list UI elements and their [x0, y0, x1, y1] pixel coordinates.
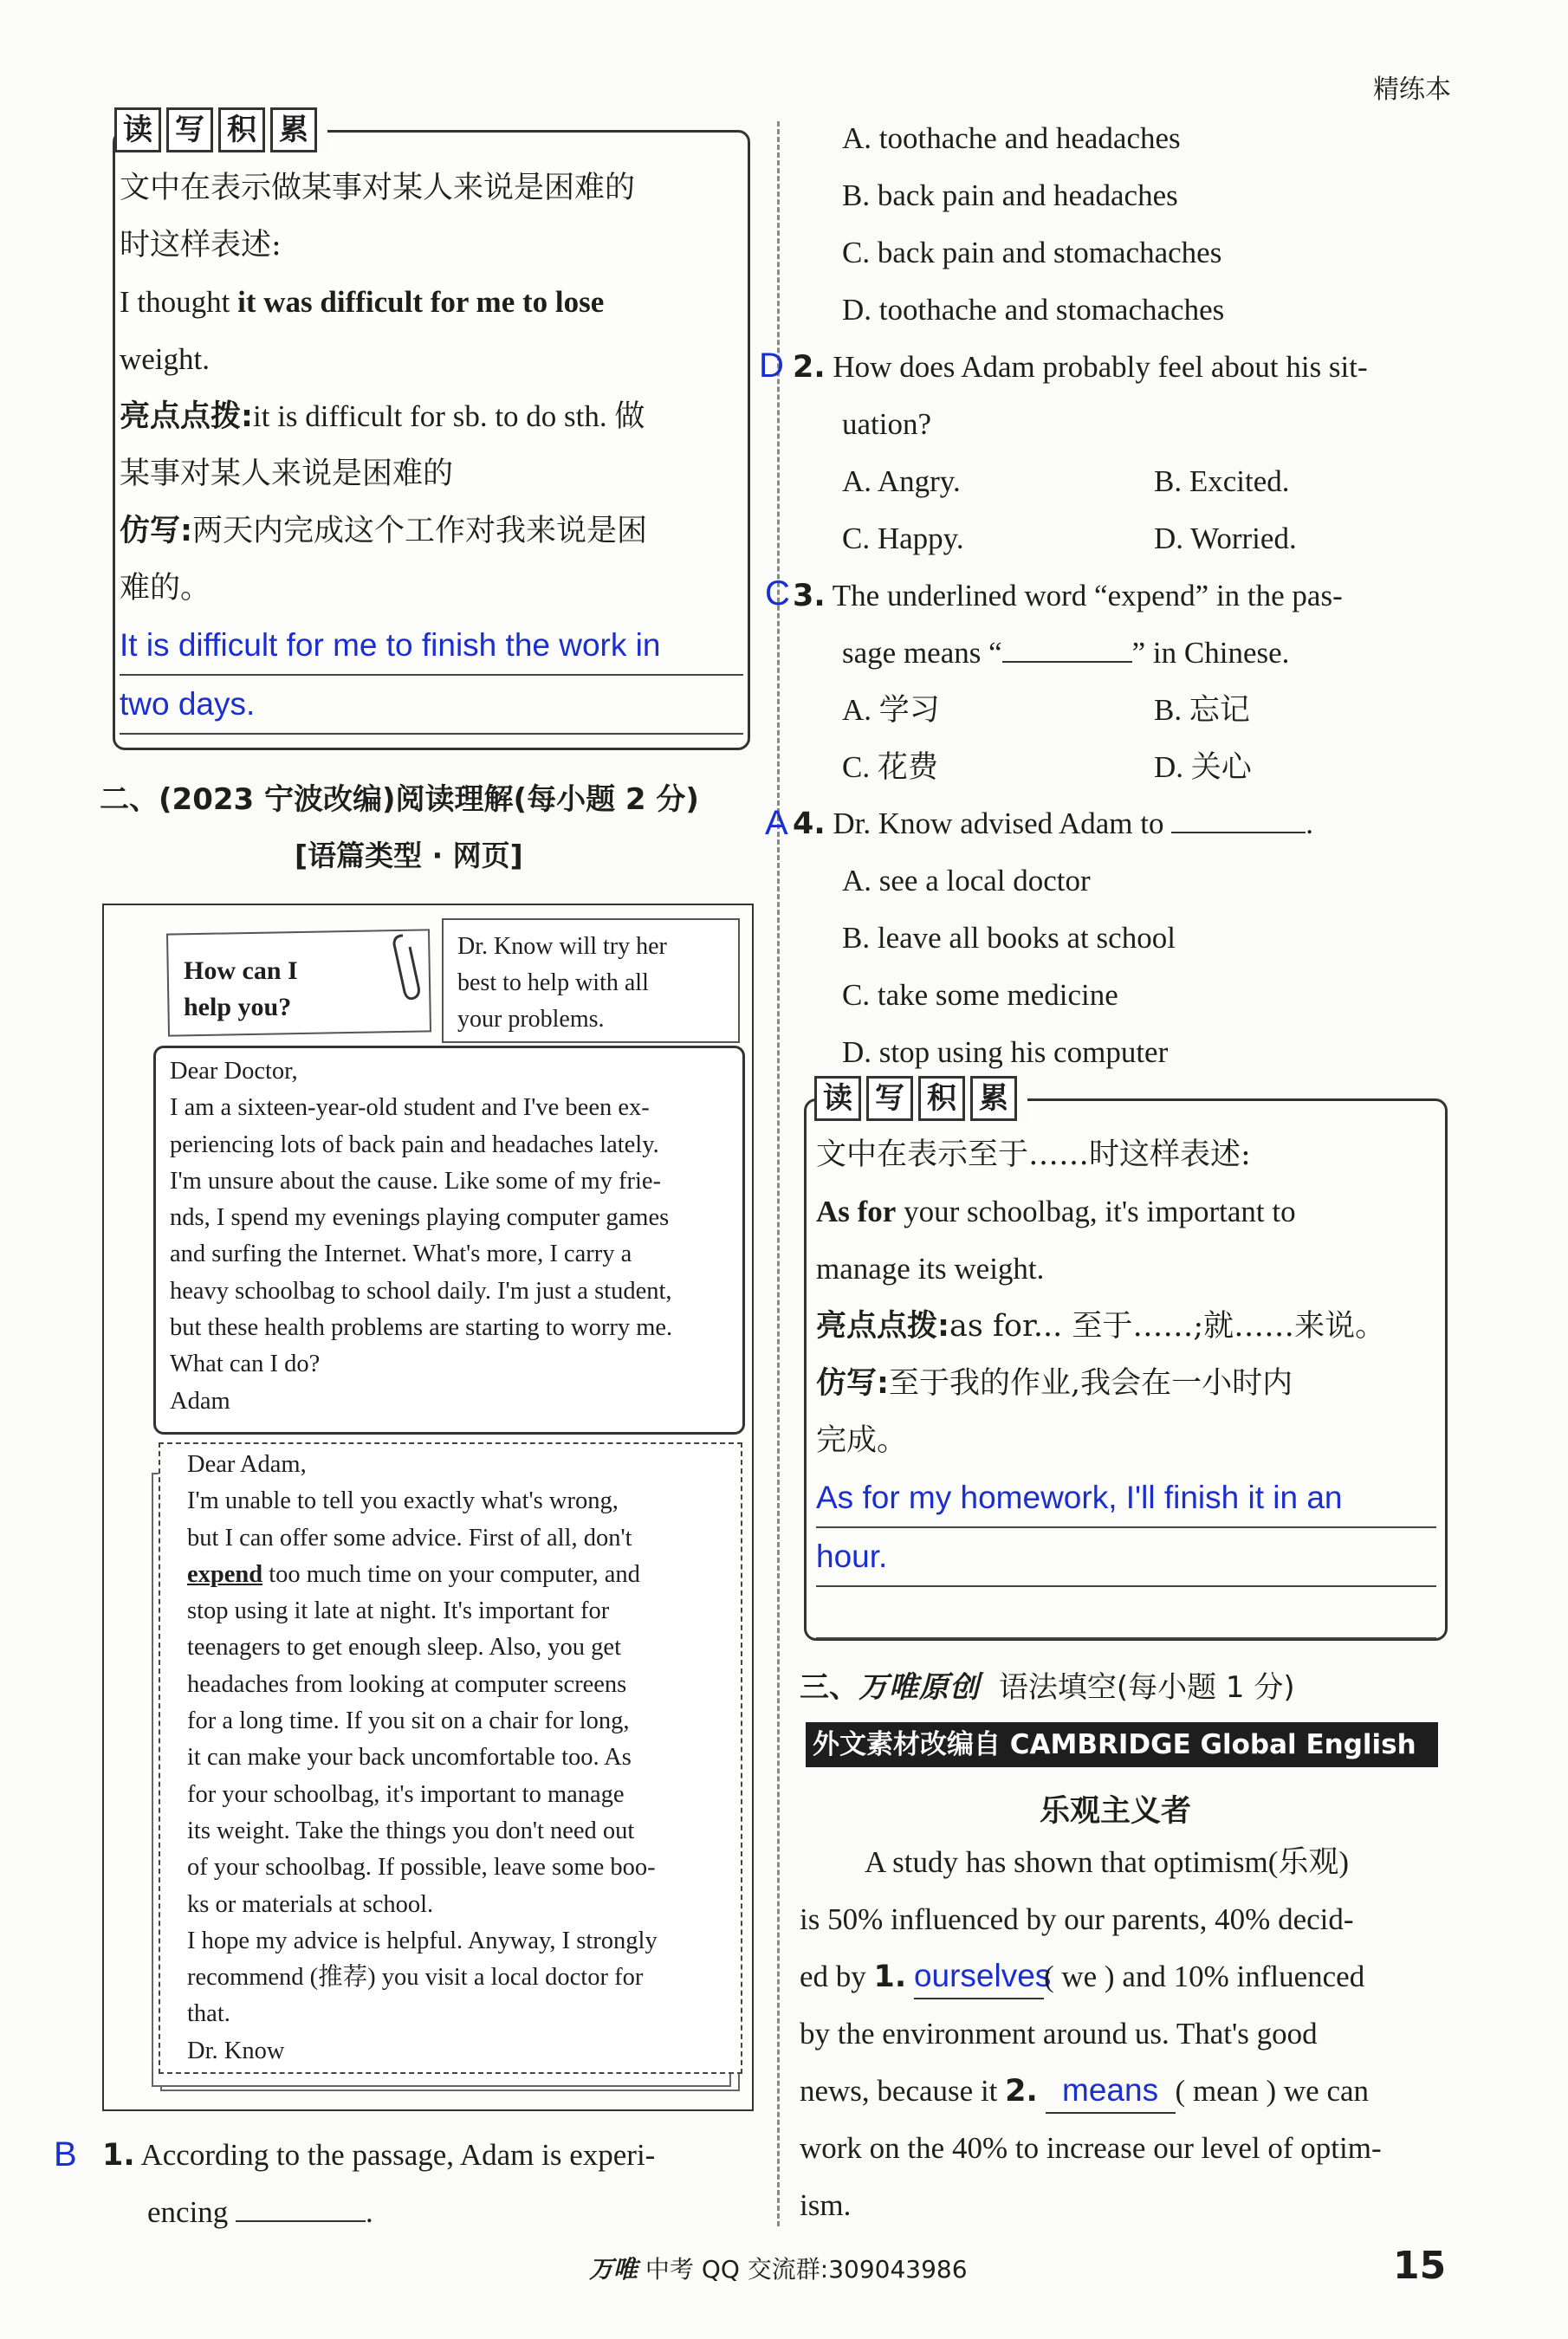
letter-line: but these health problems are starting to worry me.: [170, 1314, 673, 1342]
option: B. leave all books at school: [842, 921, 1176, 955]
box1-line: 时这样表述:: [120, 228, 282, 262]
letter-line: of your schoolbag. If possible, leave some boo-: [187, 1854, 656, 1882]
tag-char: 写: [866, 1076, 913, 1121]
box1-answer-line-2: two days.: [120, 676, 743, 735]
option: A. 学习: [842, 693, 940, 727]
option: D. Worried.: [1154, 522, 1297, 555]
letter-line: and surfing the Internet. What's more, I carry a: [170, 1241, 632, 1268]
letter-line: I'm unable to tell you exactly what's wrong,: [187, 1487, 619, 1515]
box1-example: I thought it was difficult for me to lose: [120, 285, 605, 319]
question-1: 1. According to the passage, Adam is experi- encing .: [102, 2138, 656, 2229]
webpage-note-text: [457, 929, 667, 1038]
option: A. Angry.: [842, 464, 961, 498]
box2-tip: 亮点点拨:as for... 至于……;就……来说。: [816, 1309, 1386, 1344]
section3-heading: 三、万唯原创 语法填空(每小题 1 分): [800, 1670, 1295, 1705]
letter-line: Dr. Know: [187, 2037, 285, 2064]
box1-line: weight.: [120, 342, 211, 376]
tag-cells-1: [114, 107, 327, 152]
q4-answer: A: [765, 804, 788, 842]
grammar-passage: A study has shown that optimism(乐观) is 50% influenced by our parents, 40% decid- ed by 1. ourselves( we ) and 10% influenced by the environment around us. That's good news, because it 2. means ( mean ) we can work on the 40% to increase our level of optim- ism.: [800, 1845, 1382, 2222]
box1-answer-line-1: It is difficult for me to finish the work in: [120, 617, 743, 676]
blank-1-answer: ourselves: [914, 1963, 1044, 1999]
q1-blank: [236, 2194, 366, 2222]
passage-title: 乐观主义者: [1040, 1794, 1192, 1829]
letter-line: it can make your back uncomfortable too. As: [187, 1744, 632, 1772]
note-line: Dr. Know will try her: [457, 933, 667, 960]
tag-cells-2: [814, 1076, 1027, 1121]
q3-answer: C: [765, 574, 790, 612]
letter-line: nds, I spend my evenings playing computer games: [170, 1204, 670, 1232]
tag-char: 累: [270, 107, 317, 152]
box2-example: As for your schoolbag, it's important to: [816, 1195, 1296, 1228]
box1-content: [120, 159, 743, 735]
letter-line: that.: [187, 2000, 230, 2028]
question-4: 4. Dr. Know advised Adam to . A. see a local doctor B. leave all books at school C. take some medicine D. stop using his computer: [793, 795, 1313, 1081]
footer-brand: 万唯: [589, 2255, 638, 2284]
box2-line: 完成。: [816, 1423, 908, 1458]
letter-line: I'm unsure about the cause. Like some of my frie-: [170, 1167, 662, 1195]
q2-answer: D: [759, 347, 784, 385]
letter-line: for your schoolbag, it's important to manage: [187, 1780, 625, 1808]
box1-line: 文中在表示做某事对某人来说是困难的: [120, 171, 636, 205]
letter-line: periencing lots of back pain and headaches lately.: [170, 1131, 659, 1158]
tag-char: 读: [814, 1076, 861, 1121]
letter-line: for a long time. If you sit on a chair for long,: [187, 1707, 630, 1735]
box1-imitate: 仿写:两天内完成这个工作对我来说是困: [120, 514, 648, 548]
q1-answer: B: [54, 2135, 77, 2174]
option: D. stop using his computer: [842, 1035, 1169, 1069]
option: A. toothache and headaches: [842, 121, 1181, 155]
letter-line: I am a sixteen-year-old student and I've been ex-: [170, 1094, 650, 1122]
tag-char: 写: [166, 107, 213, 152]
paper-clip-icon: [386, 931, 429, 1005]
letter-line-expend: expend too much time on your computer, and: [187, 1560, 640, 1588]
box2-line: manage its weight.: [816, 1252, 1045, 1286]
option: C. take some medicine: [842, 978, 1118, 1012]
option: B. 忘记: [1154, 693, 1250, 727]
letter-line: Adam: [170, 1387, 230, 1415]
underlined-word-expend: expend: [187, 1560, 263, 1588]
tab-line: help you?: [184, 993, 292, 1021]
letter-line: heavy schoolbag to school daily. I'm just a student,: [170, 1277, 672, 1305]
option: D. 关心: [1154, 750, 1252, 784]
box2-answer-line-2: hour.: [816, 1528, 1436, 1587]
tag-char: 累: [970, 1076, 1017, 1121]
q1-options: [842, 110, 1224, 339]
letter-from-doctor-text: [187, 1447, 658, 2070]
source-banner: 外文素材改编自 CAMBRIDGE Global English: [806, 1722, 1438, 1767]
box1-tip: 亮点点拨:it is difficult for sb. to do sth. 做: [120, 399, 645, 434]
brand-logo: 万唯原创: [859, 1670, 980, 1705]
letter-line: teenagers to get enough sleep. Also, you get: [187, 1634, 622, 1662]
footer-text: 万唯 中考 QQ 交流群:309043986: [589, 2255, 968, 2284]
tab-line: How can I: [184, 956, 298, 985]
section2-title: 二、(2023 宁波改编)阅读理解(每小题 2 分): [100, 782, 699, 817]
tag-char: 积: [218, 107, 265, 152]
box2-line: 文中在表示至于……时这样表述:: [816, 1137, 1251, 1172]
box2-imitate: 仿写:至于我的作业,我会在一小时内: [816, 1366, 1293, 1401]
letter-line: but I can offer some advice. First of all, don't: [187, 1524, 632, 1552]
column-divider: [777, 121, 780, 2226]
box2-content: [816, 1126, 1436, 1639]
box1-line: 某事对某人来说是困难的: [120, 457, 454, 491]
letter-line: headaches from looking at computer screens: [187, 1670, 627, 1698]
letter-line: I hope my advice is helpful. Anyway, I strongly: [187, 1927, 658, 1954]
letter-line: ks or materials at school.: [187, 1890, 434, 1918]
letter-line: What can I do?: [170, 1351, 321, 1378]
tag-char: 读: [114, 107, 161, 152]
note-line: best to help with all: [457, 969, 649, 996]
box2-answer-line-1: As for my homework, I'll finish it in an: [816, 1469, 1436, 1528]
letter-line: its weight. Take the things you don't need out: [187, 1817, 635, 1844]
letter-line: stop using it late at night. It's important for: [187, 1597, 610, 1625]
option: A. see a local doctor: [842, 864, 1091, 897]
page-number: 15: [1393, 2244, 1447, 2288]
blank-2-answer: means: [1046, 2077, 1176, 2114]
letter-line: recommend (推荐) you visit a local doctor for: [187, 1964, 644, 1992]
box2-empty-line: [816, 1587, 1436, 1639]
option: C. Happy.: [842, 522, 964, 555]
option: C. back pain and stomachaches: [842, 236, 1222, 269]
q3-blank: [1002, 635, 1132, 663]
box1-line: 难的。: [120, 571, 211, 606]
option: D. toothache and stomachaches: [842, 293, 1225, 327]
option: C. 花费: [842, 750, 938, 784]
option: B. Excited.: [1154, 464, 1290, 498]
letter-line: Dear Adam,: [187, 1451, 307, 1478]
note-line: your problems.: [457, 1006, 605, 1033]
letter-from-adam-text: [170, 1053, 672, 1420]
letter-line: Dear Doctor,: [170, 1058, 298, 1085]
question-3: 3. The underlined word “expend” in the pas- sage means “ ” in Chinese. A. 学习 B. 忘记 C. 花费 D. 关心: [793, 567, 1343, 796]
webpage-tab-title: [184, 953, 298, 1026]
q4-blank: [1171, 806, 1306, 833]
option: B. back pain and headaches: [842, 178, 1178, 212]
question-2: 2. How does Adam probably feel about his sit- uation? A. Angry. B. Excited. C. Happy. D. Worried.: [793, 339, 1368, 567]
header-label: 精练本: [1373, 75, 1451, 105]
tag-char: 积: [918, 1076, 965, 1121]
section2-type: [语篇类型 · 网页]: [295, 839, 523, 872]
